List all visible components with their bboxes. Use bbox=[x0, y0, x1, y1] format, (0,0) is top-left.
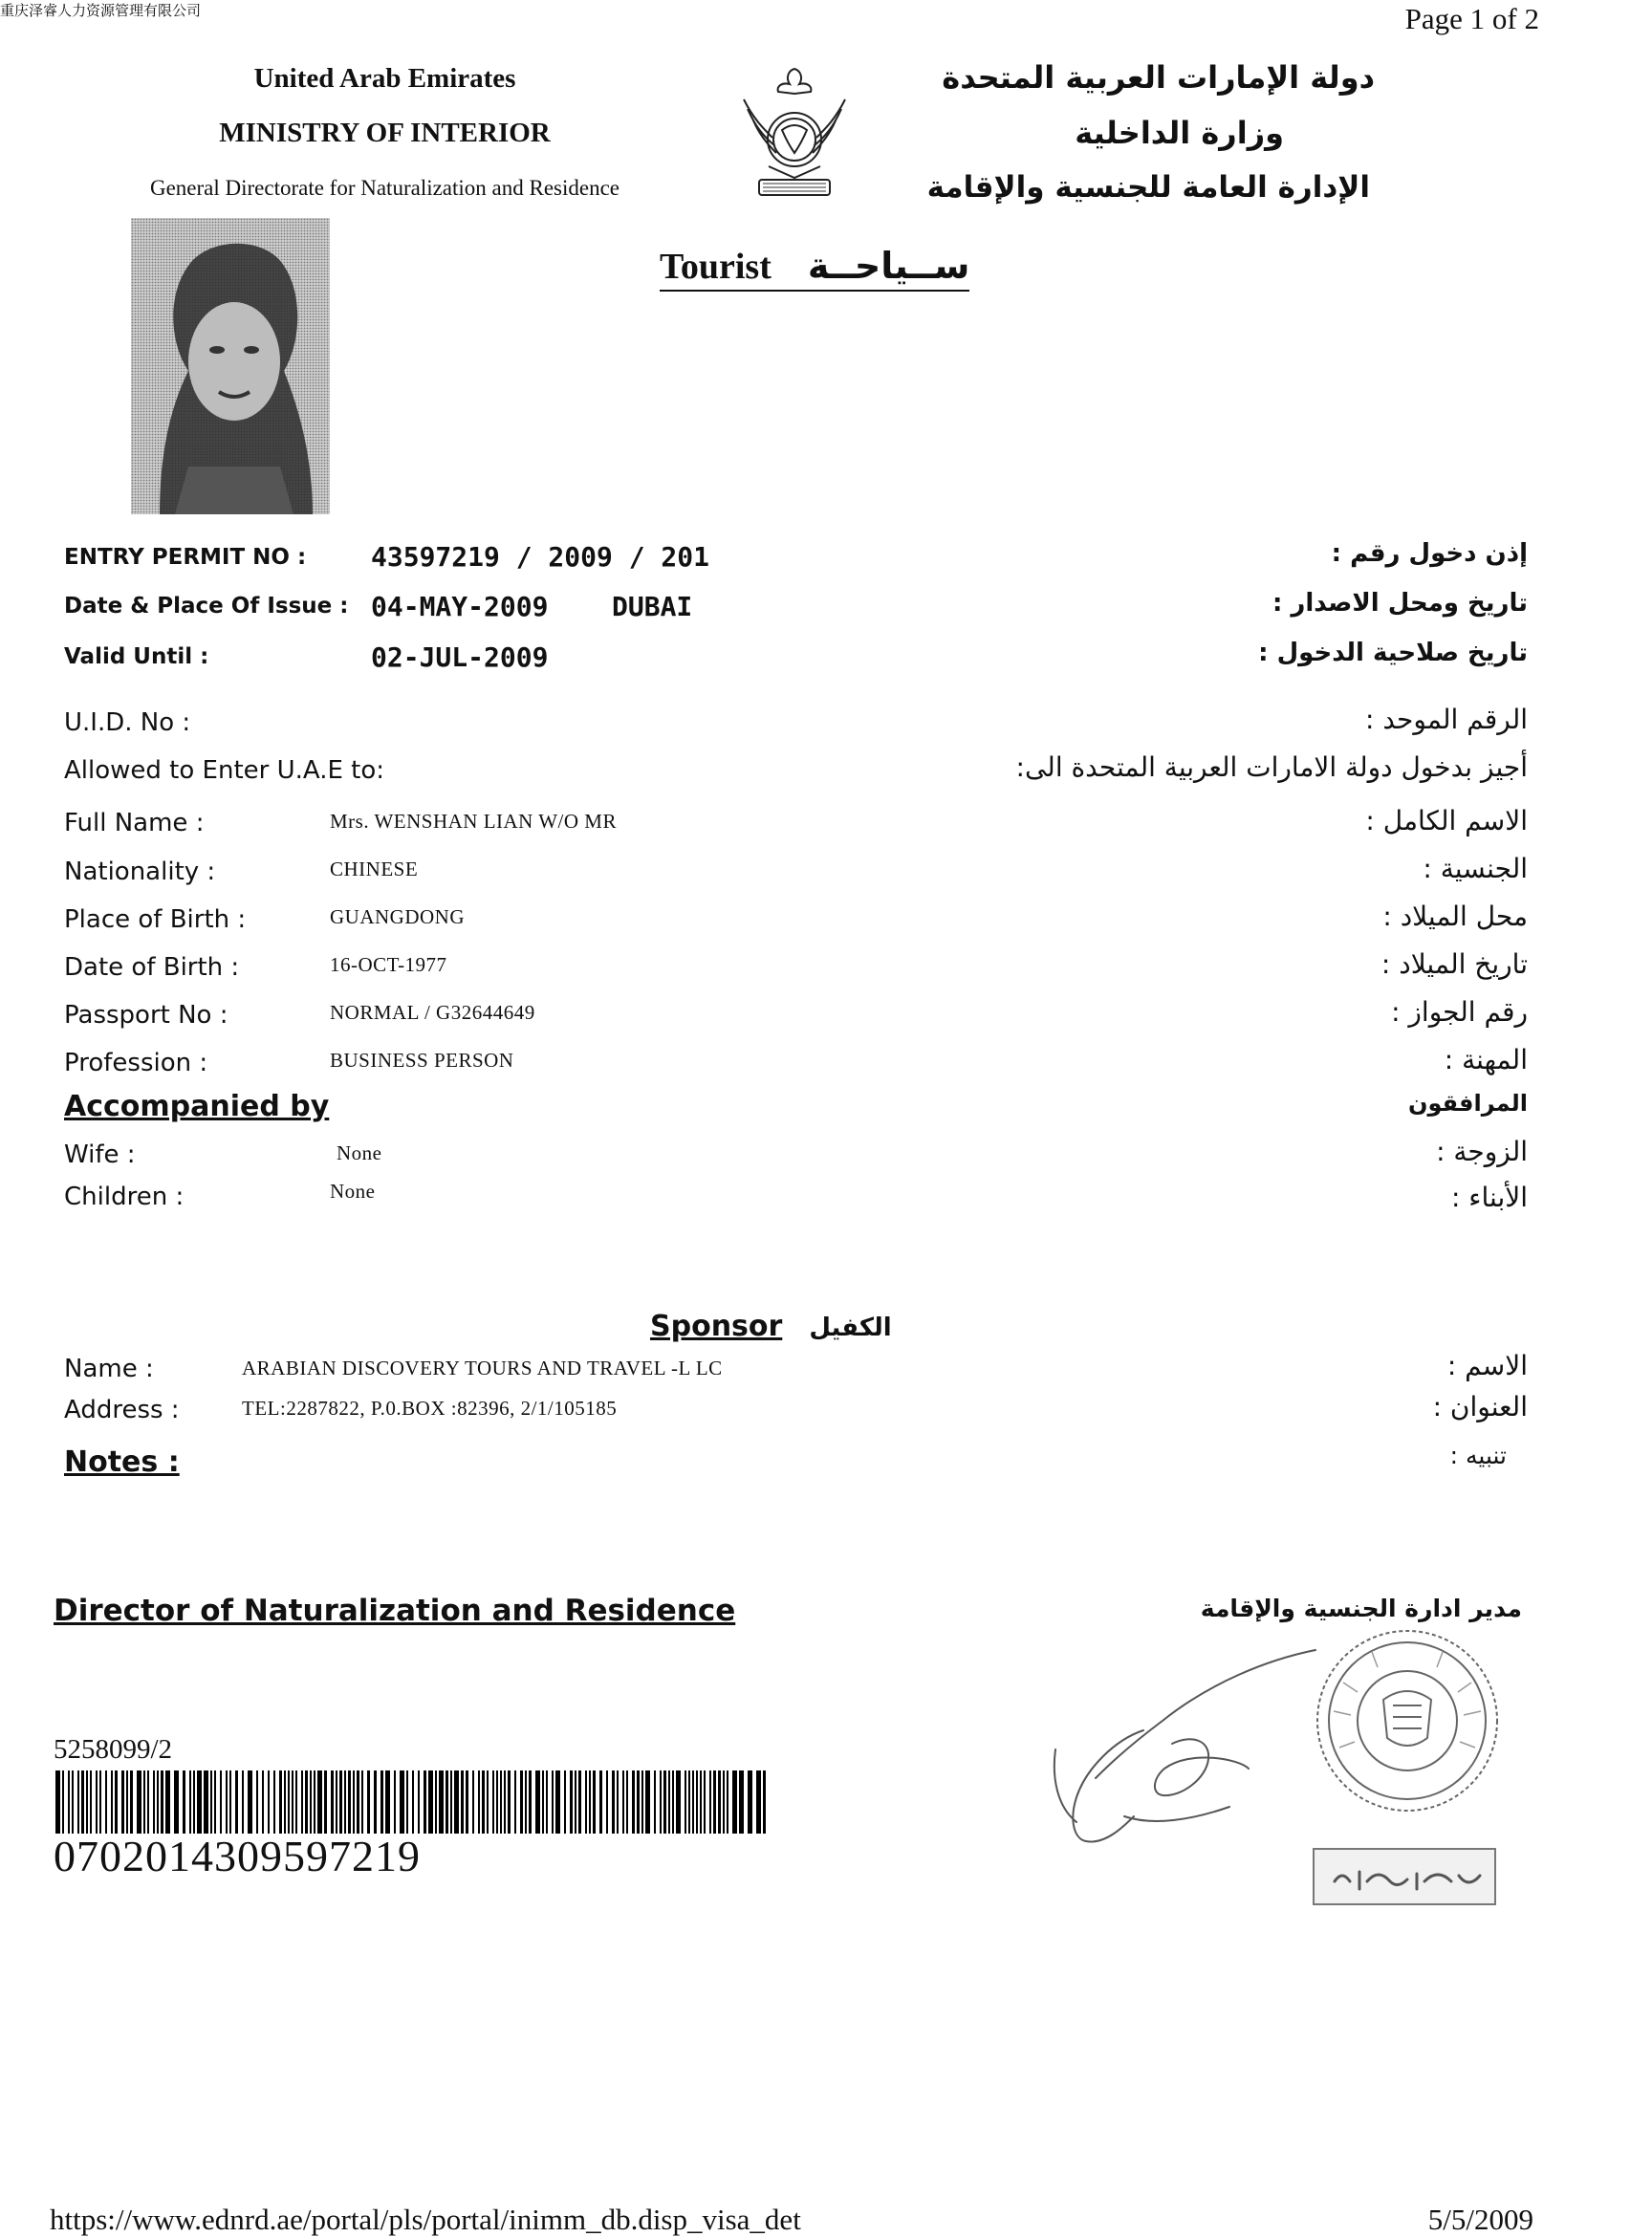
barcode-bar bbox=[374, 1770, 377, 1834]
barcode-bar bbox=[709, 1770, 711, 1834]
sponsor-title bbox=[650, 1310, 892, 1343]
nationality-value: CHINESE bbox=[330, 858, 419, 880]
barcode-bar bbox=[552, 1770, 554, 1834]
barcode-bar bbox=[564, 1770, 566, 1834]
date-of-birth-label-ar: تاريخ الميلاد : bbox=[1380, 948, 1528, 980]
barcode-bar bbox=[685, 1770, 686, 1834]
nationality-label-ar: الجنسية : bbox=[1423, 853, 1528, 884]
barcode-bar bbox=[161, 1770, 163, 1834]
date-of-birth-value: 16-OCT-1977 bbox=[330, 953, 447, 976]
barcode-bar bbox=[632, 1770, 635, 1834]
uae-emblem-icon bbox=[734, 61, 855, 205]
footer-url: https://www.ednrd.ae/portal/pls/portal/inimm_db.disp_visa_det bbox=[50, 2203, 801, 2236]
barcode-bar bbox=[105, 1770, 107, 1834]
barcode-bar bbox=[121, 1770, 124, 1834]
accompanied-title: Accompanied by bbox=[64, 1090, 330, 1123]
uid-label-ar: الرقم الموحد : bbox=[1365, 704, 1528, 735]
barcode-bar bbox=[235, 1770, 238, 1834]
barcode-bar bbox=[542, 1770, 544, 1834]
barcode-bar bbox=[718, 1770, 721, 1834]
barcode-bar bbox=[130, 1770, 133, 1834]
barcode-bar bbox=[385, 1770, 390, 1834]
barcode-bar bbox=[696, 1770, 698, 1834]
barcode-bar bbox=[348, 1770, 351, 1834]
barcode-bar bbox=[575, 1770, 576, 1834]
header-country-ar: دولة الإمارات العربية المتحدة bbox=[942, 59, 1375, 96]
barcode-bar bbox=[367, 1770, 370, 1834]
visa-type-ar: ســياحــة bbox=[807, 245, 970, 287]
barcode-bar bbox=[90, 1770, 92, 1834]
header-ministry: MINISTRY OF INTERIOR bbox=[219, 118, 551, 148]
sponsor-name-label-ar: الاسم : bbox=[1446, 1350, 1528, 1381]
sponsor-title-en: Sponsor bbox=[650, 1310, 783, 1343]
passport-no-label-ar: رقم الجواز : bbox=[1391, 996, 1528, 1028]
barcode-bar bbox=[55, 1770, 60, 1834]
barcode-bar bbox=[478, 1770, 480, 1834]
notes-label: Notes : bbox=[64, 1445, 180, 1479]
barcode-bar bbox=[454, 1770, 459, 1834]
barcode-bar bbox=[81, 1770, 84, 1834]
header-ministry-ar: وزارة الداخلية bbox=[1075, 115, 1284, 151]
date-of-birth-label: Date of Birth : bbox=[64, 953, 240, 982]
barcode-bar bbox=[645, 1770, 650, 1834]
director-title-ar: مدير ادارة الجنسية والإقامة bbox=[1200, 1595, 1522, 1622]
barcode-bar bbox=[86, 1770, 88, 1834]
sponsor-address-label-ar: العنوان : bbox=[1432, 1391, 1528, 1423]
barcode-bar bbox=[622, 1770, 624, 1834]
entry-permit-label: ENTRY PERMIT NO : bbox=[64, 545, 307, 570]
barcode-bar bbox=[380, 1770, 383, 1834]
barcode-bar bbox=[739, 1770, 744, 1834]
barcode-bar bbox=[593, 1770, 596, 1834]
barcode-bar bbox=[262, 1770, 264, 1834]
barcode-bar bbox=[672, 1770, 674, 1834]
page-indicator: Page 1 of 2 bbox=[1404, 2, 1539, 35]
valid-until-label-ar: تاريخ صلاحية الدخول : bbox=[1258, 639, 1528, 667]
barcode-bar bbox=[688, 1770, 690, 1834]
barcode-bar bbox=[654, 1770, 656, 1834]
barcode-bar bbox=[637, 1770, 640, 1834]
barcode-bar bbox=[585, 1770, 587, 1834]
barcode-bar bbox=[314, 1770, 315, 1834]
valid-until-value: 02-JUL-2009 bbox=[371, 641, 549, 673]
entry-permit-value: 43597219 / 2009 / 201 bbox=[371, 541, 710, 573]
barcode-bar bbox=[626, 1770, 628, 1834]
barcode-number: 0702014309597219 bbox=[54, 1832, 421, 1880]
director-title: Director of Naturalization and Residence bbox=[54, 1594, 736, 1628]
barcode-bar bbox=[508, 1770, 511, 1834]
accompanied-title-ar: المرافقون bbox=[1407, 1090, 1528, 1117]
issue-place-value: DUBAI bbox=[612, 591, 693, 622]
place-of-birth-label-ar: محل الميلاد : bbox=[1382, 901, 1528, 932]
barcode-bar bbox=[99, 1770, 101, 1834]
barcode-bar bbox=[310, 1770, 312, 1834]
visa-type-title bbox=[660, 245, 969, 292]
header-directorate-ar: الإدارة العامة للجنسية والإقامة bbox=[926, 170, 1370, 205]
allowed-label: Allowed to Enter U.A.E to: bbox=[64, 756, 385, 785]
barcode-bar bbox=[428, 1770, 433, 1834]
barcode-bar bbox=[461, 1770, 464, 1834]
wife-label-ar: الزوجة : bbox=[1436, 1136, 1528, 1167]
barcode-bar bbox=[535, 1770, 540, 1834]
barcode-bar bbox=[439, 1770, 444, 1834]
barcode-bar bbox=[305, 1770, 308, 1834]
barcode-bar bbox=[361, 1770, 363, 1834]
barcode-bar bbox=[317, 1770, 322, 1834]
barcode-bar bbox=[357, 1770, 359, 1834]
barcode-bar bbox=[492, 1770, 494, 1834]
barcode-bar bbox=[692, 1770, 694, 1834]
children-value: None bbox=[330, 1180, 376, 1203]
barcode-bar bbox=[394, 1770, 396, 1834]
barcode-bar bbox=[189, 1770, 191, 1834]
barcode-bar bbox=[273, 1770, 275, 1834]
barcode-bar bbox=[487, 1770, 489, 1834]
barcode-bar bbox=[204, 1770, 208, 1834]
barcode-bar bbox=[288, 1770, 290, 1834]
barcode-bar bbox=[748, 1770, 752, 1834]
passport-no-value: NORMAL / G32644649 bbox=[330, 1001, 535, 1024]
barcode-bar bbox=[713, 1770, 716, 1834]
barcode-bar bbox=[520, 1770, 523, 1834]
barcode-bar bbox=[210, 1770, 212, 1834]
barcode-bar bbox=[77, 1770, 79, 1834]
valid-until-label: Valid Until : bbox=[64, 644, 209, 669]
full-name-label: Full Name : bbox=[64, 809, 205, 837]
barcode-bar bbox=[153, 1770, 155, 1834]
barcode-bar bbox=[446, 1770, 448, 1834]
barcode-bar bbox=[137, 1770, 141, 1834]
top-stamp-text: 重庆泽睿人力资源管理有限公司 bbox=[0, 2, 202, 19]
barcode-bar bbox=[111, 1770, 113, 1834]
signature-verified-stamp bbox=[1312, 1847, 1497, 1906]
entry-permit-label-ar: إذن دخول رقم : bbox=[1331, 539, 1528, 568]
official-seal-icon bbox=[1305, 1625, 1511, 1816]
barcode-bar bbox=[599, 1770, 602, 1834]
barcode-bar bbox=[147, 1770, 149, 1834]
barcode-bar bbox=[723, 1770, 725, 1834]
barcode-bar bbox=[353, 1770, 355, 1834]
header-directorate: General Directorate for Naturalization and Residence bbox=[149, 176, 620, 200]
barcode-bar bbox=[529, 1770, 532, 1834]
sponsor-address-value: TEL:2287822, P.0.BOX :82396, 2/1/105185 bbox=[242, 1397, 618, 1420]
full-name-label-ar: الاسم الكامل : bbox=[1365, 805, 1528, 836]
barcode-bar bbox=[525, 1770, 527, 1834]
sponsor-name-value: ARABIAN DISCOVERY TOURS AND TRAVEL -L LC bbox=[242, 1357, 723, 1379]
barcode-bar bbox=[226, 1770, 228, 1834]
barcode-bar bbox=[268, 1770, 270, 1834]
allowed-label-ar: أجيز بدخول دولة الامارات العربية المتحدة الى: bbox=[1015, 751, 1528, 783]
full-name-value: Mrs. WENSHAN LIAN W/O MR bbox=[330, 810, 617, 833]
barcode-bar bbox=[727, 1770, 728, 1834]
barcode-bar bbox=[450, 1770, 452, 1834]
barcode-bar bbox=[197, 1770, 202, 1834]
sponsor-name-label: Name : bbox=[64, 1355, 154, 1383]
children-label: Children : bbox=[64, 1183, 185, 1211]
barcode-bar bbox=[214, 1770, 216, 1834]
barcode-bar bbox=[756, 1770, 761, 1834]
barcode-bar bbox=[115, 1770, 118, 1834]
barcode-bar bbox=[660, 1770, 662, 1834]
barcode-bar bbox=[482, 1770, 485, 1834]
barcode-bar bbox=[418, 1770, 420, 1834]
barcode-bar bbox=[676, 1770, 681, 1834]
barcode-bar bbox=[472, 1770, 474, 1834]
barcode-bar bbox=[292, 1770, 293, 1834]
barcode-bar bbox=[96, 1770, 98, 1834]
profession-label: Profession : bbox=[64, 1049, 208, 1077]
sponsor-address-label: Address : bbox=[64, 1396, 180, 1424]
wife-label: Wife : bbox=[64, 1140, 136, 1169]
barcode-bar bbox=[606, 1770, 608, 1834]
barcode-bar bbox=[256, 1770, 258, 1834]
barcode-bar bbox=[555, 1770, 560, 1834]
barcode-bar bbox=[496, 1770, 498, 1834]
barcode-bar bbox=[617, 1770, 619, 1834]
issue-label-ar: تاريخ ومحل الاصدار : bbox=[1272, 589, 1528, 618]
barcode-bar bbox=[400, 1770, 404, 1834]
barcode-bar bbox=[336, 1770, 337, 1834]
barcode-bar bbox=[220, 1770, 222, 1834]
barcode-bar bbox=[157, 1770, 159, 1834]
barcode-bar bbox=[62, 1770, 64, 1834]
barcode-bar bbox=[174, 1770, 179, 1834]
barcode-bar bbox=[570, 1770, 573, 1834]
barcode-bar bbox=[183, 1770, 185, 1834]
barcode-bar bbox=[763, 1770, 766, 1834]
barcode-bar bbox=[165, 1770, 170, 1834]
barcode-bar bbox=[279, 1770, 282, 1834]
barcode-bar bbox=[344, 1770, 346, 1834]
children-label-ar: الأبناء : bbox=[1450, 1182, 1528, 1213]
barcode-bar bbox=[435, 1770, 437, 1834]
barcode-bar bbox=[242, 1770, 244, 1834]
uid-label: U.I.D. No : bbox=[64, 708, 191, 737]
barcode-bar bbox=[700, 1770, 702, 1834]
barcode-bar bbox=[248, 1770, 252, 1834]
barcode-bar bbox=[284, 1770, 286, 1834]
barcode-bar bbox=[612, 1770, 615, 1834]
barcode-bar bbox=[412, 1770, 414, 1834]
barcode-bar bbox=[641, 1770, 643, 1834]
barcode-bar bbox=[466, 1770, 468, 1834]
sponsor-title-ar: الكفيل bbox=[809, 1314, 892, 1342]
barcode-bar bbox=[546, 1770, 548, 1834]
barcode-bar bbox=[504, 1770, 506, 1834]
barcode-bar bbox=[229, 1770, 231, 1834]
barcode-bar bbox=[668, 1770, 670, 1834]
barcode-bar bbox=[500, 1770, 502, 1834]
footer-date: 5/5/2009 bbox=[1427, 2203, 1533, 2236]
barcode-bar bbox=[295, 1770, 297, 1834]
barcode-bar bbox=[324, 1770, 327, 1834]
profession-label-ar: المهنة : bbox=[1444, 1044, 1528, 1075]
profession-value: BUSINESS PERSON bbox=[330, 1049, 514, 1072]
nationality-label: Nationality : bbox=[64, 858, 216, 886]
barcode-bar bbox=[301, 1770, 303, 1834]
barcode-bar bbox=[589, 1770, 591, 1834]
barcode-bar bbox=[72, 1770, 74, 1834]
barcode-bar bbox=[126, 1770, 128, 1834]
barcode-bar bbox=[193, 1770, 195, 1834]
barcode-bar bbox=[578, 1770, 581, 1834]
barcode-bar bbox=[68, 1770, 70, 1834]
issue-date-value: 04-MAY-2009 bbox=[371, 591, 549, 622]
issue-label: Date & Place Of Issue : bbox=[64, 594, 349, 619]
signature-image bbox=[1048, 1616, 1325, 1864]
barcode-bar bbox=[424, 1770, 426, 1834]
place-of-birth-value: GUANGDONG bbox=[330, 905, 465, 928]
barcode-bar bbox=[704, 1770, 706, 1834]
barcode-bar bbox=[514, 1770, 516, 1834]
notes-label-ar: تنبيه : bbox=[1449, 1442, 1507, 1469]
passport-no-label: Passport No : bbox=[64, 1001, 228, 1030]
reference-code: 5258099/2 bbox=[54, 1734, 173, 1765]
barcode-bar bbox=[331, 1770, 334, 1834]
barcode-bar bbox=[663, 1770, 666, 1834]
barcode-bar bbox=[339, 1770, 342, 1834]
barcode-image bbox=[55, 1770, 772, 1834]
wife-value: None bbox=[337, 1141, 382, 1164]
header-country: United Arab Emirates bbox=[253, 63, 516, 94]
barcode-bar bbox=[406, 1770, 408, 1834]
barcode-bar bbox=[143, 1770, 145, 1834]
applicant-photo bbox=[131, 218, 330, 514]
visa-type-en: Tourist bbox=[660, 247, 772, 287]
barcode-bar bbox=[732, 1770, 737, 1834]
place-of-birth-label: Place of Birth : bbox=[64, 905, 247, 934]
